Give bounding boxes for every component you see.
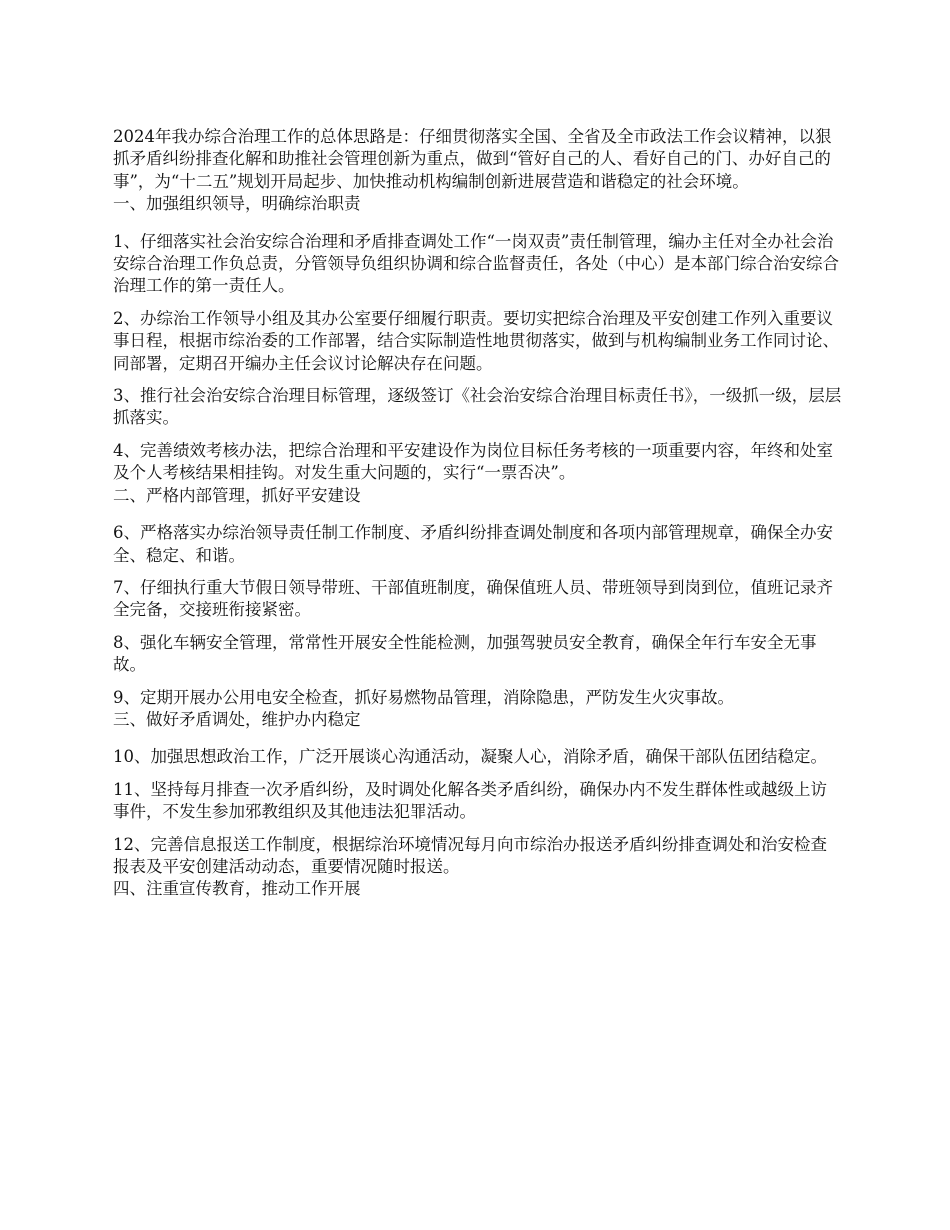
section-heading-4: 四、注重宣传教育，推动工作开展 [113, 879, 361, 899]
section-1-item-1: 1、仔细落实社会治安综合治理和矛盾排查调处工作“一岗双责”责任制管理，编办主任对全办社会治安综合治理工作负总责，分管领导负组织协调和综合监督责任，各处（中心）是本部门综合治安综合治理工作的第一责任人。 [113, 231, 839, 296]
section-heading-1: 一、加强组织领导，明确综治职责 [113, 194, 361, 214]
section-2-item-2: 7、仔细执行重大节假日领导带班、干部值班制度，确保值班人员、带班领导到岗到位，值班记录齐全完备，交接班衔接紧密。 [113, 577, 833, 620]
section-2-item-1: 6、严格落实办综治领导责任制工作制度、矛盾纠纷排查调处制度和各项内部管理规章，确保全办安全、稳定、和谐。 [113, 523, 833, 565]
section-1-item-3: 3、推行社会治安综合治理目标管理，逐级签订《社会治安综合治理目标责任书》，一级抓一级，层层抓落实。 [113, 386, 842, 428]
section-3-item-2: 11、坚持每月排查一次矛盾纠纷，及时调处化解各类矛盾纠纷，确保办内不发生群体性或越级上访事件，不发生参加邪教组织及其他违法犯罪活动。 [113, 779, 827, 822]
section-1-item-4: 4、完善绩效考核办法，把综合治理和平安建设作为岗位目标任务考核的一项重要内容，年终和处室及个人考核结果相挂钩。对发生重大问题的，实行“一票否决”。 [113, 440, 833, 483]
document-page [113, 126, 843, 901]
section-2-item-3: 8、强化车辆安全管理，常常性开展安全性能检测，加强驾驶员安全教育，确保全年行车安全无事故。 [113, 632, 817, 675]
intro-paragraph: 2024年我办综合治理工作的总体思路是：仔细贯彻落实全国、全省及全市政法工作会议精神，以狠抓矛盾纠纷排查化解和助推社会管理创新为重点，做到“管好自己的人、看好自己的门、办好自己的事”，为“十二五”规划开局起步、加快推动机构编制创新进展营造和谐稳定的社会环境。 [113, 127, 832, 191]
section-heading-3: 三、做好矛盾调处，维护办内稳定 [113, 709, 361, 729]
section-1-item-2: 2、办综治工作领导小组及其办公室要仔细履行职责。要切实把综合治理及平安创建工作列入重要议事日程，根据市综治委的工作部署，结合实际制造性地贯彻落实，做到与机构编制业务工作同讨论、同部署，定期召开编办主任会议讨论解决存在问题。 [113, 308, 839, 373]
section-3-item-3: 12、完善信息报送工作制度，根据综治环境情况每月向市综治办报送矛盾纠纷排查调处和治安检查报表及平安创建活动动态，重要情况随时报送。 [113, 834, 827, 876]
section-heading-2: 二、严格内部管理，抓好平安建设 [113, 485, 361, 505]
section-2-item-4: 9、定期开展办公用电安全检查，抓好易燃物品管理，消除隐患，严防发生火灾事故。 [113, 687, 734, 707]
section-3-item-1: 10、加强思想政治工作，广泛开展谈心沟通活动，凝聚人心，消除矛盾，确保干部队伍团结稳定。 [113, 747, 827, 767]
